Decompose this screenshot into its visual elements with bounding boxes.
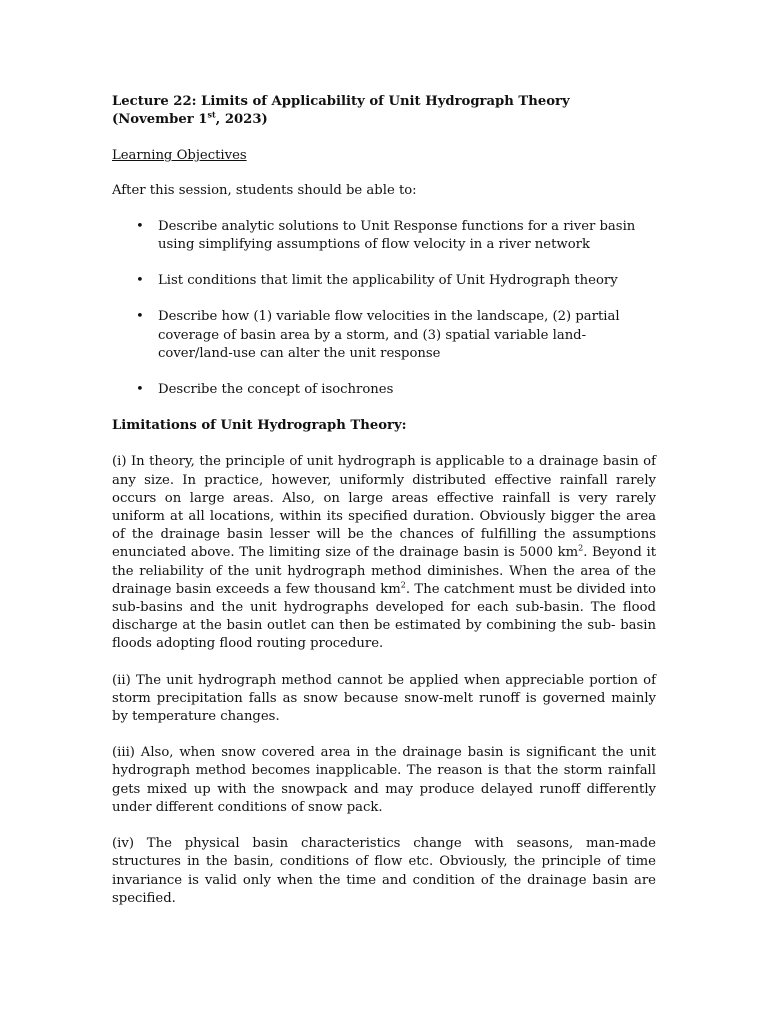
objectives-list: [112, 218, 656, 399]
document-page: [112, 93, 656, 908]
intro-text: After this session, students should be able to:: [112, 182, 417, 198]
list-item: • List conditions that limit the applicability of Unit Hydrograph theory: [158, 272, 656, 290]
bullet-icon: •: [136, 382, 144, 398]
lecture-title-line1: Lecture 22: Limits of Applicability of Unit Hydrograph Theory: [112, 94, 570, 109]
paragraph-iii: (iii) Also, when snow covered area in the drainage basin is significant the unit hydrograph method becomes inapplicable. The reason is that the storm rainfall gets mixed up with the snowpack and may produce delayed runoff differently under different conditions of snow pack.: [112, 745, 656, 815]
paragraph-iv: (iv) The physical basin characteristics change with seasons, man-made structures in the basin, conditions of flow etc. Obviously, the principle of time invariance is valid only when the time and condition of the drainage basin are specified.: [112, 836, 656, 906]
lecture-title: [112, 93, 656, 129]
paragraph-ii: (ii) The unit hydrograph method cannot be applied when appreciable portion of storm precipitation falls as snow because snow-melt runoff is governed mainly by temperature changes.: [112, 672, 656, 725]
list-item: • Describe analytic solutions to Unit Response functions for a river basin using simplifying assumptions of flow velocity in a river network: [136, 218, 636, 253]
bullet-icon: •: [136, 218, 144, 234]
limitations-heading: Limitations of Unit Hydrograph Theory:: [112, 418, 407, 434]
paragraph-i: (i) In theory, the principle of unit hydrograph is applicable to a drainage basin of any size. In practice, however, uniformly distributed effective rainfall rarely occurs on large areas. Also, on large areas effective rainfall is very rarely uniform at all locations, within its specified duration. Obviously bigger the area of the drainage basin lesser will be the chances of fulfilling the assumptions enunciated above. The limiting size of the drainage basin is 5000 $km^2$. Beyond it the reliability of the unit hydrograph method diminishes. When the area of the drainage basin exceeds a few thousand $km^2$. The catchment must be divided into sub-basins and the unit hydrographs developed for each sub-basin. The flood discharge at the basin outlet can then be estimated by combining the sub- basin floods adopting flood routing procedure.: [112, 454, 656, 652]
bullet-icon: •: [136, 273, 144, 289]
lecture-date: (November 1st, 2023): [112, 109, 268, 128]
list-item: • Describe how (1) variable flow velocities in the landscape, (2) partial coverage of basin area by a storm, and (3) spatial variable land-cover/land-use can alter the unit response: [136, 309, 620, 361]
learning-objectives-heading: Learning Objectives: [112, 148, 247, 164]
bullet-icon: •: [136, 309, 144, 325]
list-item: • Describe the concept of isochrones: [158, 381, 656, 399]
